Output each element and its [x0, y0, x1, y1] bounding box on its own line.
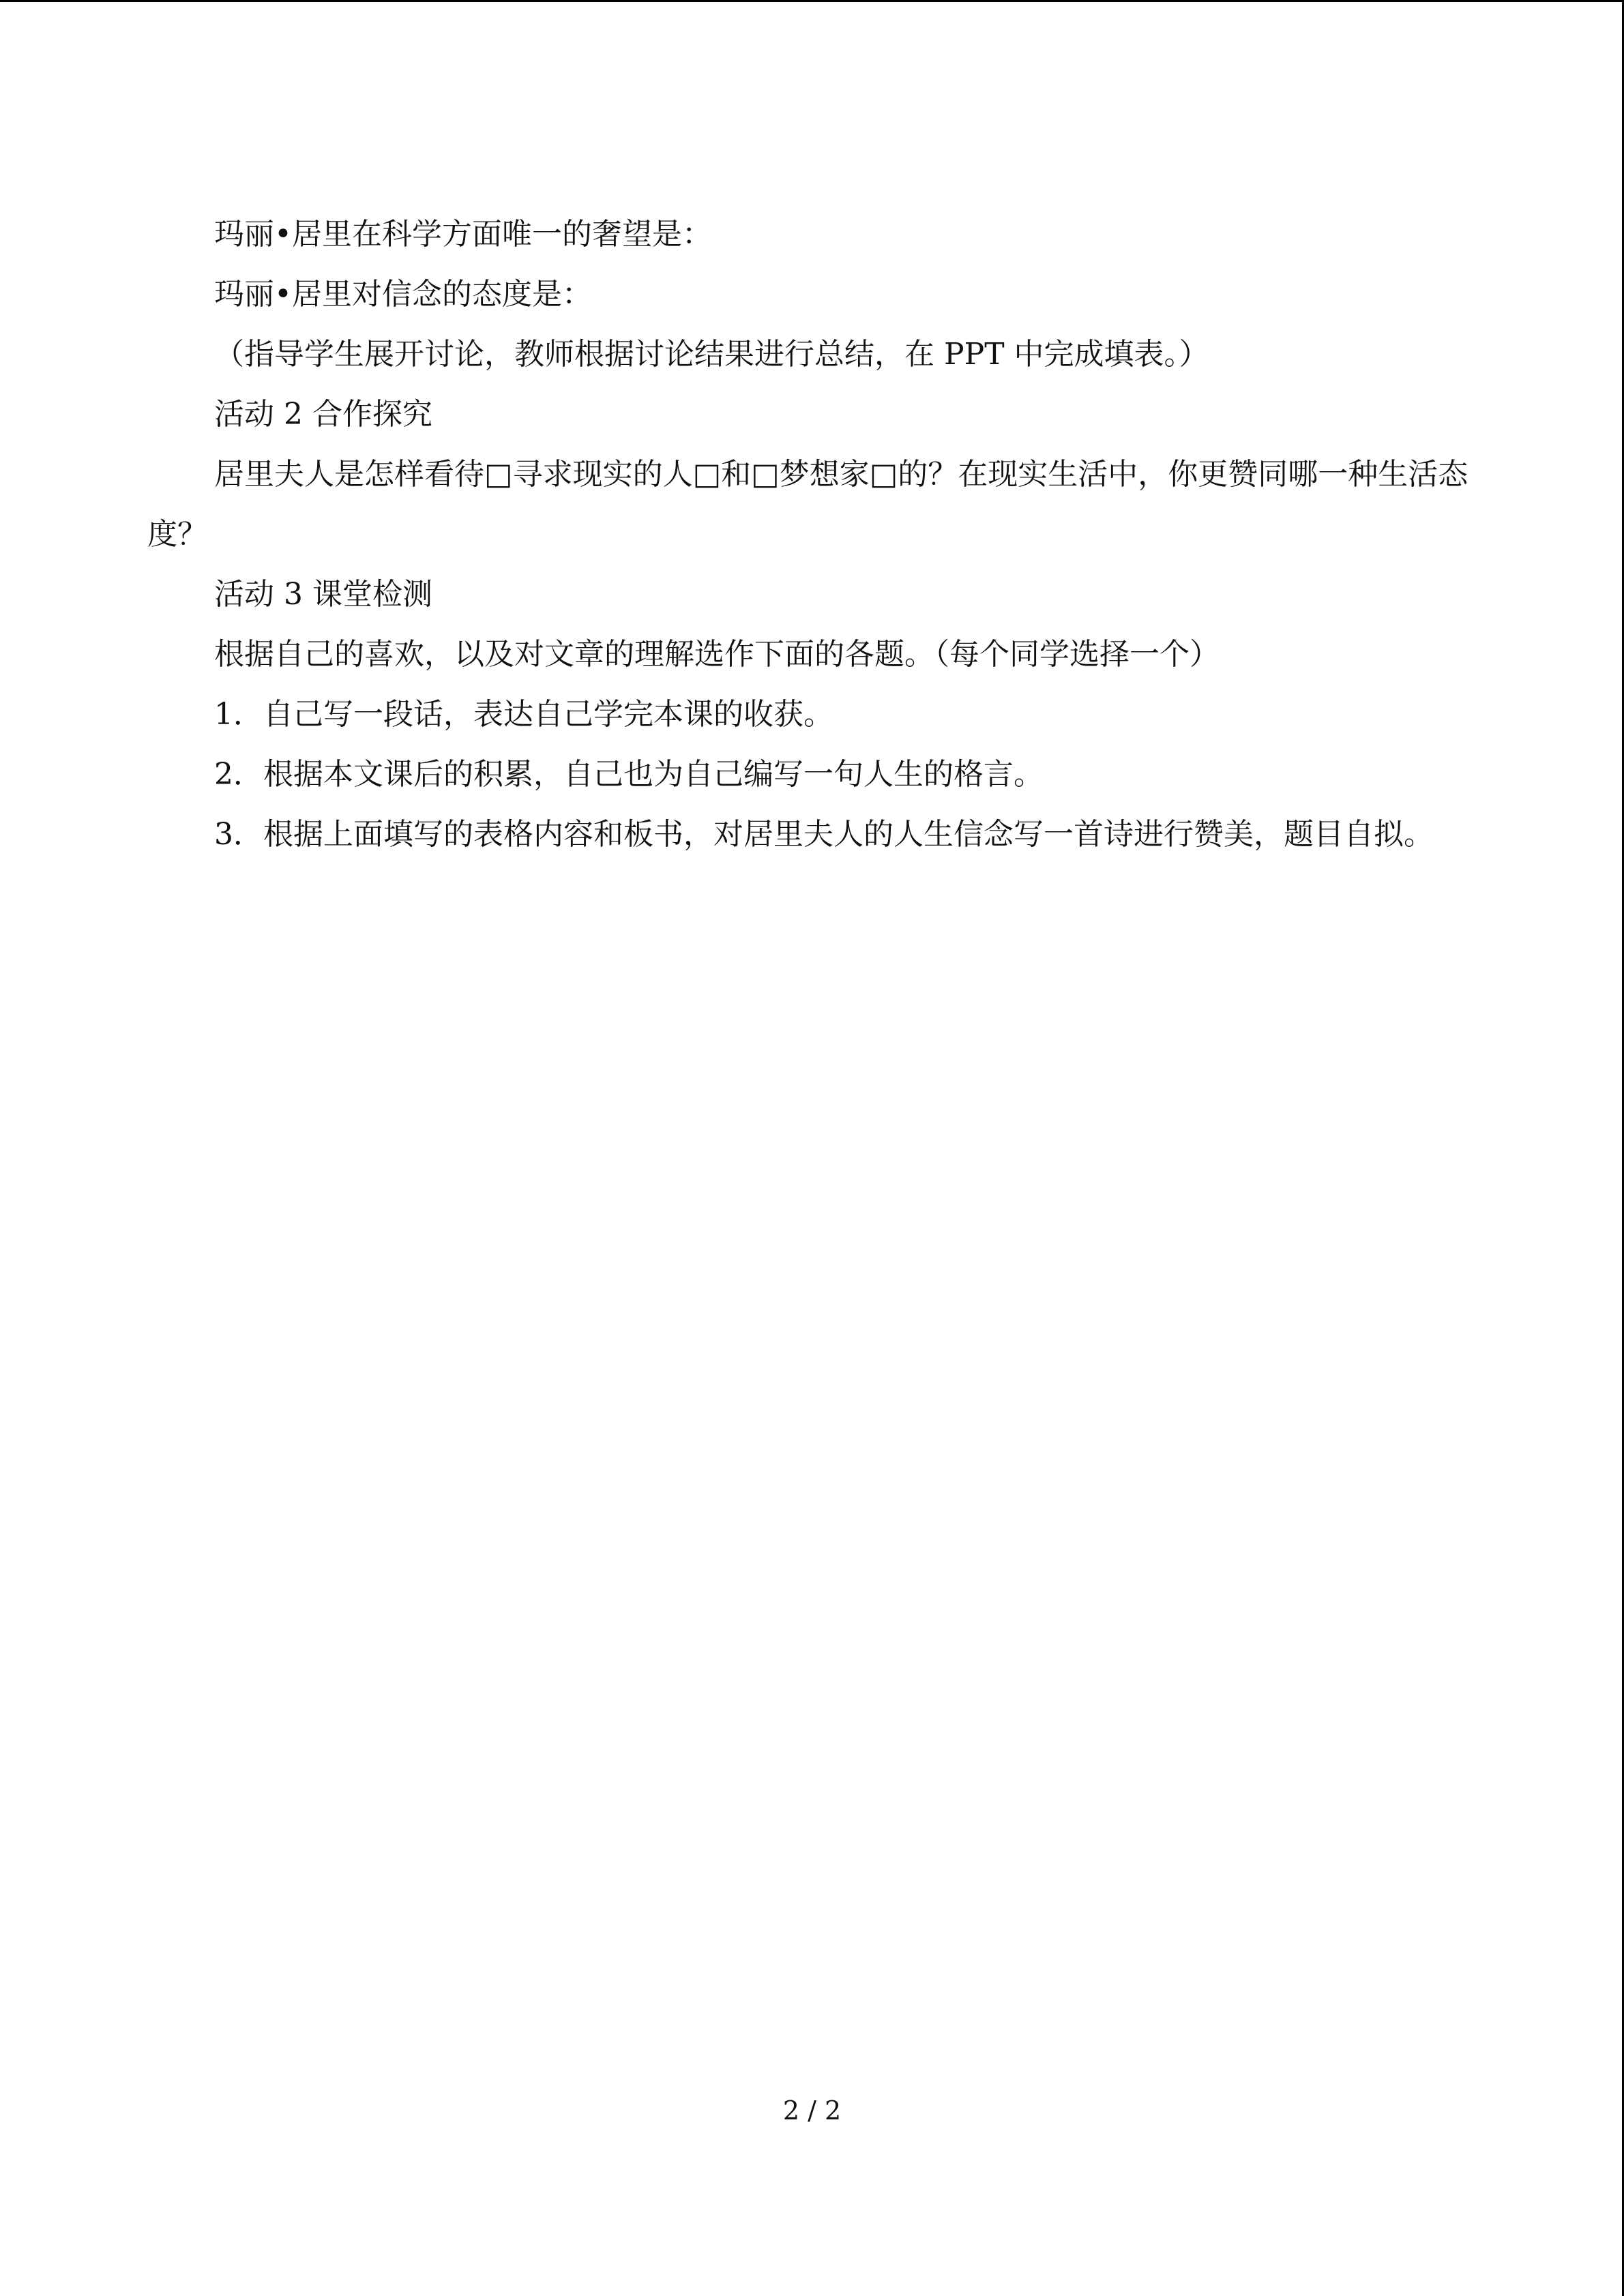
- paragraph-curie-aspiration: 玛丽•居里在科学方面唯一的奢望是：: [214, 217, 712, 252]
- list-item-1: 1．自己写一段话，表达自己学完本课的收获。: [214, 697, 833, 732]
- heading-activity-2: 活动 2 合作探究: [214, 397, 432, 432]
- heading-activity-3: 活动 3 课堂检测: [214, 577, 432, 612]
- list-item-3: 3．根据上面填写的表格内容和板书，对居里夫人的人生信念写一首诗进行赞美，题目自拟。: [214, 817, 1434, 852]
- paragraph-instructions: 根据自己的喜欢，以及对文章的理解选作下面的各题。（每个同学选择一个）: [214, 637, 1220, 672]
- list-item-2: 2．根据本文课后的积累，自己也为自己编写一句人生的格言。: [214, 757, 1044, 792]
- paragraph-discussion-note: （指导学生展开讨论，教师根据讨论结果进行总结，在 PPT 中完成填表。）: [214, 337, 1209, 372]
- page-number: 2 / 2: [782, 2096, 842, 2126]
- document-body: [147, 205, 1484, 865]
- paragraph-curie-belief: 玛丽•居里对信念的态度是：: [214, 277, 592, 312]
- paragraph-question: 居里夫人是怎样看待□寻求现实的人□和□梦想家□的？在现实生活中，你更赞同哪一种生活态度？: [147, 457, 1468, 552]
